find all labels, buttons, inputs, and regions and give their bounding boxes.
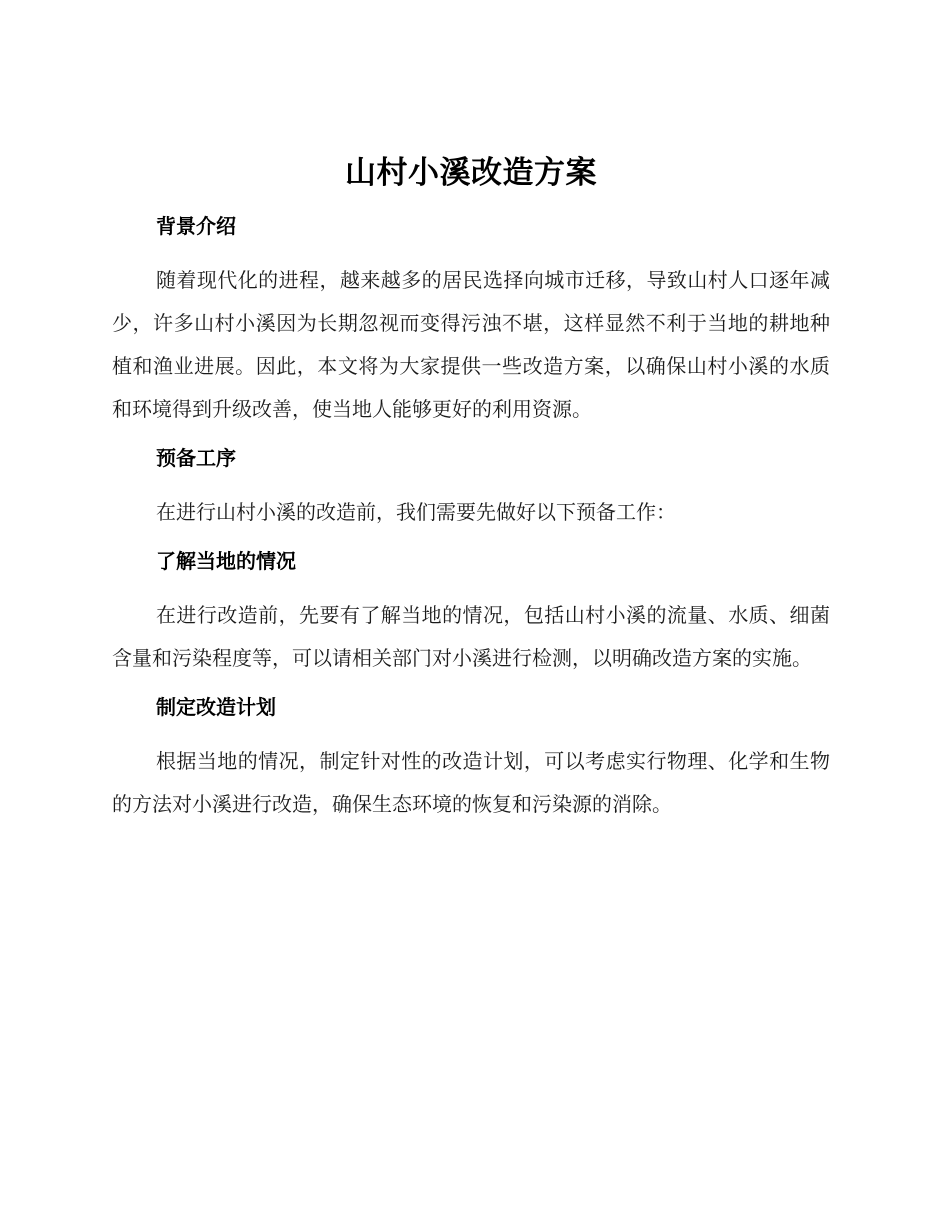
section-paragraph-local-situation: 在进行改造前，先要有了解当地的情况，包括山村小溪的流量、水质、细菌含量和污染程度等，可以请相关部门对小溪进行检测，以明确改造方案的实施。: [112, 603, 830, 670]
section-heading-background: 背景介绍: [156, 214, 236, 238]
section-paragraph-background: 随着现代化的进程，越来越多的居民选择向城市迁移，导致山村人口逐年减少，许多山村小溪因为长期忽视而变得污浊不堪，这样显然不利于当地的耕地种植和渔业进展。因此，本文将为大家提供一些改造方案，以确保山村小溪的水质和环境得到升级改善，使当地人能够更好的利用资源。: [112, 268, 830, 421]
document-title: 山村小溪改造方案: [345, 155, 597, 191]
section-heading-local-situation: 了解当地的情况: [156, 549, 296, 573]
section-paragraph-plan: 根据当地的情况，制定针对性的改造计划，可以考虑实行物理、化学和生物的方法对小溪进行改造，确保生态环境的恢复和污染源的消除。: [112, 749, 830, 816]
section-heading-preparation: 预备工序: [156, 446, 236, 470]
section-heading-plan: 制定改造计划: [156, 695, 276, 719]
document-page: [112, 148, 830, 826]
section-paragraph-preparation: 在进行山村小溪的改造前，我们需要先做好以下预备工作：: [156, 500, 676, 524]
